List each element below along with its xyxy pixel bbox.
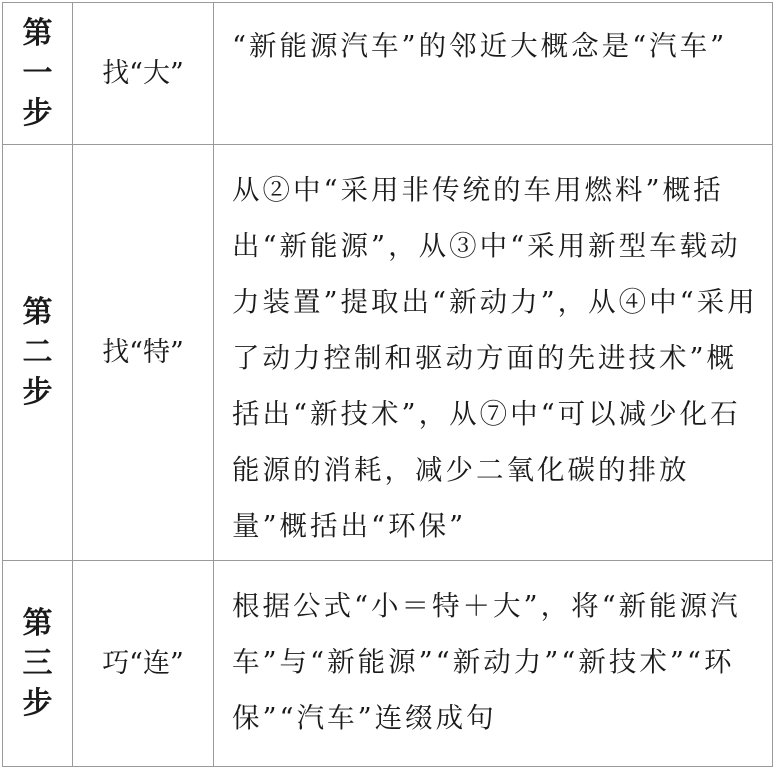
content-cell: [214, 145, 772, 560]
content-cell: [214, 561, 772, 766]
action-cell: [73, 561, 214, 766]
action-label: 找“大”: [102, 57, 184, 89]
step-char: 步: [22, 374, 53, 410]
step-cell: [3, 561, 73, 766]
method-table: [2, 2, 773, 767]
step-char: 一: [22, 55, 53, 91]
step-cell: [3, 145, 73, 560]
step-char: 第: [22, 605, 53, 641]
table-row: [3, 144, 772, 560]
step-char: 步: [22, 685, 53, 721]
step-char: 第: [22, 15, 53, 51]
action-label: 找“特”: [102, 336, 184, 368]
step-char: 第: [22, 294, 53, 330]
step-char: 步: [22, 95, 53, 131]
step-label: [3, 293, 72, 413]
content-cell: [214, 3, 772, 144]
table-row: [3, 560, 772, 766]
step-char: 二: [22, 334, 53, 370]
table-row: [3, 3, 772, 144]
content-text: “新能源汽车”的邻近大概念是“汽车”: [232, 30, 728, 62]
action-label: 巧“连”: [102, 647, 184, 679]
action-cell: [73, 3, 214, 144]
step-label: [3, 14, 72, 134]
step-char: 三: [22, 645, 53, 681]
step-label: [3, 604, 72, 724]
step-cell: [3, 3, 73, 144]
content-text: 根据公式“小＝特＋大”，将“新能源汽车”与“新能源”“新动力”“新技术”“环保”“汽车”连缀成句: [232, 590, 741, 734]
action-cell: [73, 145, 214, 560]
content-text: 从②中“采用非传统的车用燃料”概括出“新能源”，从③中“采用新型车载动力装置”提取出“新动力”，从④中“采用了动力控制和驱动方面的先进技术”概括出“新技术”，从⑦中“可以减少化石能源的消耗，减少二氧化碳的排放量”概括出“环保”: [232, 174, 758, 542]
